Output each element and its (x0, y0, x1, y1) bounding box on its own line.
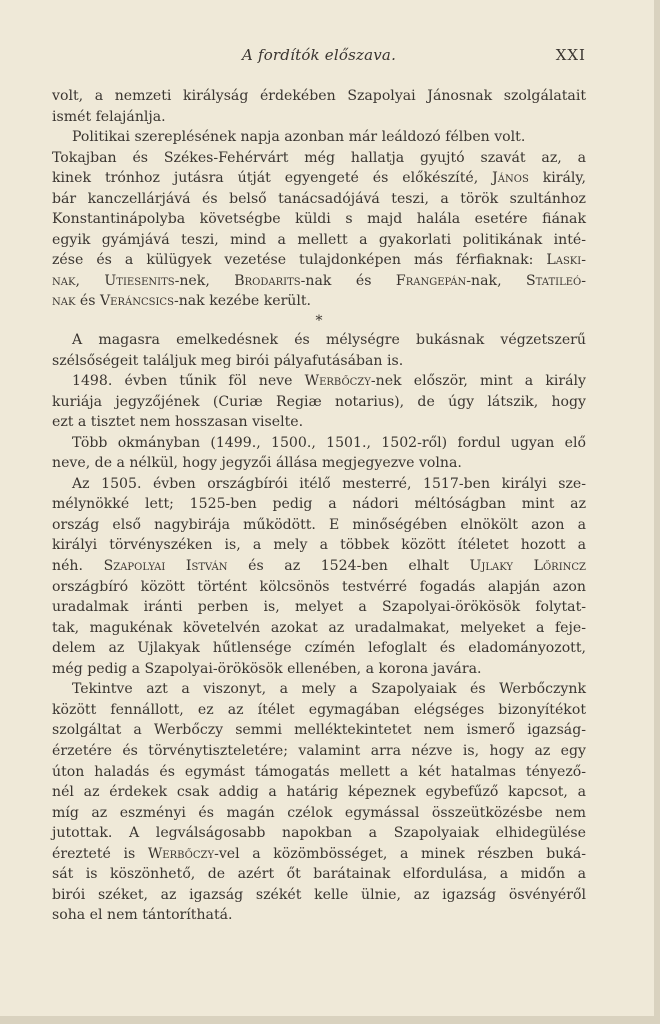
text-segment: birói széket, az igazság székét kelle ülnie, az igazság ösvényéről (52, 886, 586, 903)
text-segment: királyi törvényszéken is, a mely a többek között ítéletet hozott a (52, 537, 586, 554)
text-line (52, 577, 586, 598)
text-segment: mélynökké lett; 1525-ben pedig a nádori méltóságban mint az (52, 496, 586, 513)
text-line (52, 659, 586, 680)
name-smallcaps: Veráncsics (100, 293, 174, 310)
text-line (52, 168, 586, 189)
text-line (52, 433, 586, 454)
text-line (52, 885, 586, 906)
text-segment: neve, de a nélkül, hogy jegyzői állása megjegyezve volna. (52, 455, 462, 472)
name-smallcaps: Statileó- (526, 272, 587, 289)
name-smallcaps: Szapolyai István (103, 558, 228, 575)
text-line (52, 291, 586, 312)
text-segment: király, (528, 170, 586, 187)
text-line (52, 209, 586, 230)
name-smallcaps: nak (52, 293, 76, 310)
text-line (52, 351, 586, 372)
text-line (52, 474, 586, 495)
text-line (52, 638, 586, 659)
text-line (52, 720, 586, 741)
text-segment: országbíró között történt kölcsönös testvérré fogadás alapján azon (52, 578, 586, 595)
text-segment: Tokajban és Székes-Fehérvárt még hallatja gyujtó szavát az, a (52, 149, 586, 166)
text-segment: uradalmak iránti perben is, melyet a Szapolyai-örökösök folytat- (52, 599, 586, 616)
text-line (52, 271, 586, 292)
text-line (52, 515, 586, 536)
text-segment: tak, magukénak követelvén azokat az uradalmakat, melyeket a feje- (52, 619, 586, 636)
text-segment: zése és a külügyek vezetése tulajdonképen más férfiaknak: (52, 252, 547, 269)
text-segment: bár kanczellárjává és belső tanácsadójává teszi, a török szultánhoz (52, 190, 586, 207)
text-segment: szélsőségeit találjuk meg birói pályafutásában is. (52, 352, 404, 369)
text-line (52, 412, 586, 433)
text-line (52, 823, 586, 844)
text-segment: kuriája jegyzőjének (Curiæ Regiæ notarius), de úgy látszik, hogy (52, 393, 586, 410)
text-line (52, 189, 586, 210)
text-line (52, 230, 586, 251)
text-segment: jutottak. A legválságosabb napokban a Szapolyaiak elhidegülése (52, 825, 586, 842)
text-segment: egyik gyámjává teszi, mind a mellett a gyakorlati politikának inté- (52, 231, 586, 248)
text-segment: Tekintve azt a viszonyt, a mely a Szapolyaiak és Werbőczynk (72, 681, 586, 698)
text-segment: , (75, 272, 105, 289)
text-line (52, 556, 586, 577)
text-line (52, 535, 586, 556)
text-line (52, 762, 586, 783)
text-line (52, 127, 586, 148)
text-segment: -nak kezébe került. (173, 293, 312, 310)
text-segment: még pedig a Szapolyai-örökösök ellenében, a korona javára. (52, 660, 482, 677)
text-segment: volt, a nemzeti királyság érdekében Szapolyai Jánosnak szolgálatait (52, 88, 586, 104)
page-edge-right (654, 0, 660, 1024)
text-segment: érzetére és törvénytiszteletére; valamint arra nézve is, hogy az egy (52, 742, 586, 759)
text-segment: és (75, 293, 100, 310)
text-segment: nél az érdekek csak addig a határig képeznek egybefűző kapcsot, a (52, 784, 586, 801)
page-number: XXI (555, 46, 586, 64)
name-smallcaps: Utiesenits (104, 272, 175, 289)
page-header (52, 46, 586, 68)
text-segment: A magasra emelkedésnek és mélységre bukásnak végzetszerű (72, 332, 586, 349)
text-line (52, 494, 586, 515)
text-segment: között fennállott, ez az ítélet egymagában elégséges bizonyítékot (52, 701, 586, 718)
text-segment: szolgáltat a Werbőczy semmi melléktekintetet nem ismerő igazság- (52, 722, 586, 739)
running-title: A fordítók előszava. (241, 46, 397, 64)
text-line (52, 844, 586, 865)
text-segment: -nak és (300, 272, 396, 289)
name-smallcaps: Ujlaky Lőrincz (469, 558, 586, 575)
text-line (52, 782, 586, 803)
text-segment: és az 1524-ben elhalt (227, 558, 470, 575)
text-segment: néh. (52, 558, 104, 575)
text-segment: 1498. évben tűnik föl neve (72, 373, 305, 390)
text-segment: Több okmányban (1499., 1500., 1501., 1502-ről) fordul ugyan elő (72, 434, 586, 451)
text-segment: -nak, (466, 272, 527, 289)
text-segment: míg az eszményi és magán czélok egymással összeütközésbe nem (52, 804, 586, 821)
text-segment: soha el nem tántoríthatá. (52, 907, 233, 924)
text-segment: Az 1505. évben országbírói itélő mesterré, 1517-ben királyi sze- (72, 475, 586, 492)
text-line (52, 803, 586, 824)
text-segment: ország első nagybirája működött. E minőségében elnökölt azon a (52, 516, 586, 533)
text-line (52, 148, 586, 169)
text-line (52, 741, 586, 762)
text-line (52, 864, 586, 885)
text-segment: Konstantinápolyba követségbe küldi s majd halála esetére fiának (52, 211, 586, 228)
text-line (52, 597, 586, 618)
text-line (52, 905, 586, 926)
text-segment: -vel a közömbösséget, a minek részben buká- (214, 845, 586, 862)
name-smallcaps: Brodarits (234, 272, 301, 289)
body-text (52, 86, 586, 926)
text-line (52, 618, 586, 639)
text-segment: -nek először, mint a király (370, 373, 586, 390)
name-smallcaps: Werbőczy (304, 373, 371, 390)
text-segment: -nek, (174, 272, 235, 289)
text-segment: ezt a tisztet nem hosszasan viselte. (52, 414, 304, 431)
text-line (52, 371, 586, 392)
text-segment: delem az Ujlakyak hűtlensége czímén lefoglalt és eladományozott, (52, 640, 586, 657)
text-segment: érezteté is (52, 845, 148, 862)
text-segment: Politikai szereplésének napja azonban már leáldozó félben volt. (72, 129, 526, 146)
text-segment: * (315, 313, 323, 330)
text-line (52, 453, 586, 474)
text-line (52, 86, 586, 107)
text-segment: úton haladás és egymást támogatás mellett a két hatalmas tényező- (52, 763, 586, 780)
text-line (52, 250, 586, 271)
text-line (52, 330, 586, 351)
name-smallcaps: Werbőczy (147, 845, 215, 862)
name-smallcaps: János (492, 170, 529, 187)
text-segment: kinek trónhoz jutásra útját egyengeté és előkészíté, (52, 170, 493, 187)
page-edge-bottom (0, 1016, 660, 1024)
text-line (52, 679, 586, 700)
text-segment: sát is köszönhető, de azért őt barátainak elfordulása, a midőn a (52, 866, 586, 883)
text-segment: ismét felajánlja. (52, 108, 166, 125)
text-line (52, 107, 586, 128)
name-smallcaps: Laski- (546, 252, 586, 269)
name-smallcaps: nak (52, 272, 76, 289)
name-smallcaps: Frangepán (395, 272, 467, 289)
text-line (52, 392, 586, 413)
section-separator (52, 312, 586, 330)
text-line (52, 700, 586, 721)
